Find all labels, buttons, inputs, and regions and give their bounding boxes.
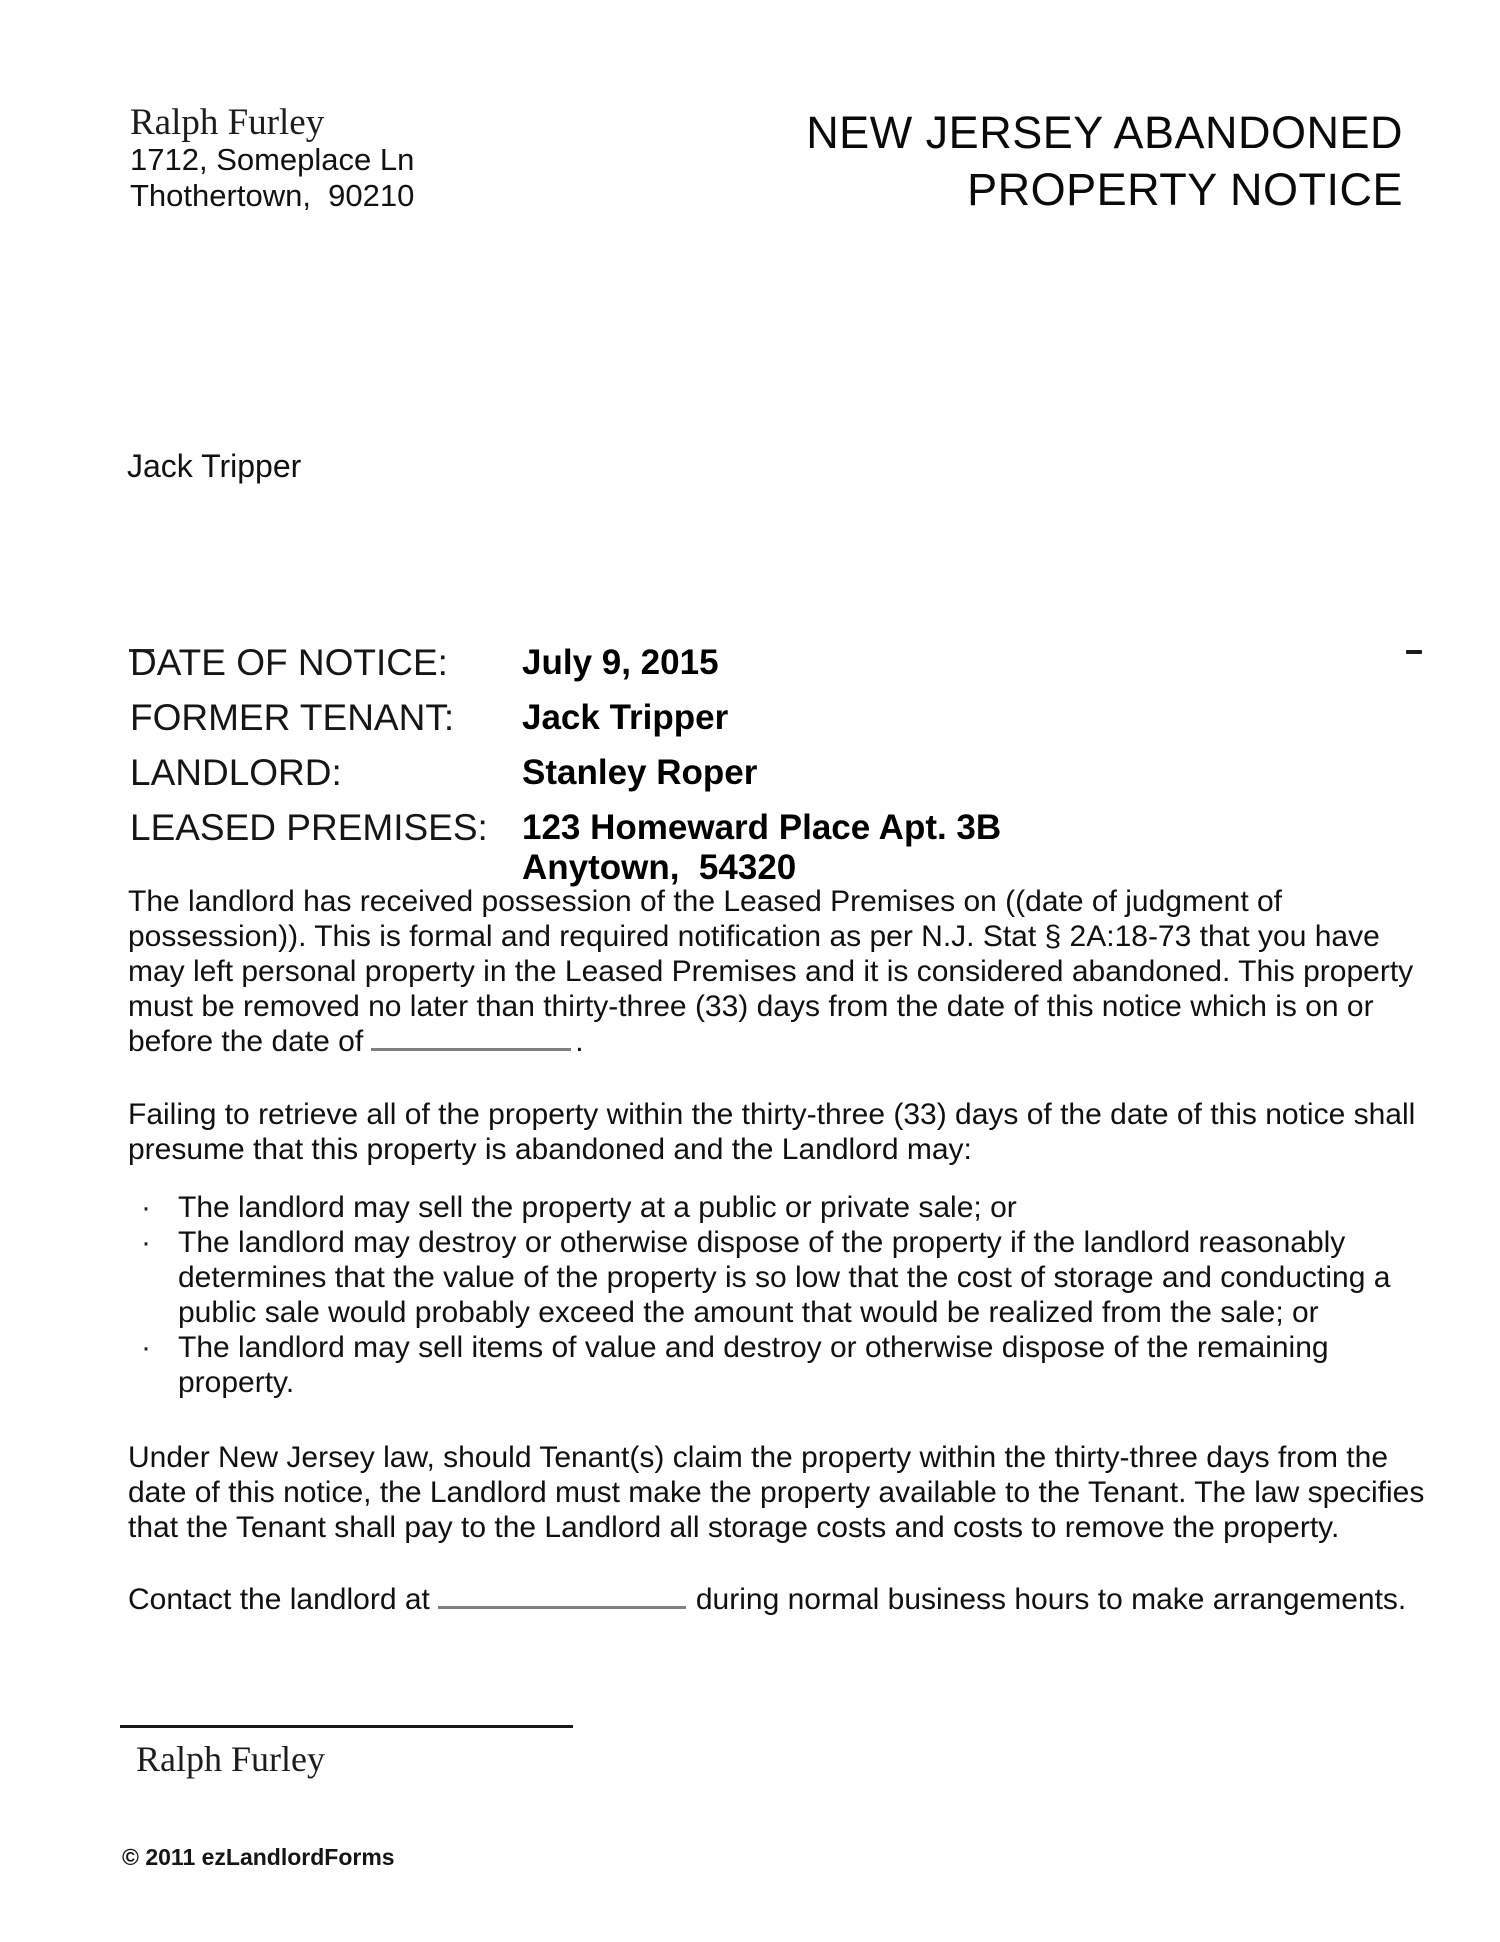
sender-address-block [130,104,414,214]
sentence-period: . [575,1025,584,1058]
paragraph-line: The landlord has received possession of the Leased Premises on ((date of judgment of [128,885,1283,918]
contact-suffix-text: during normal business hours to make arrangements. [695,1583,1407,1616]
copyright-notice: © 2011 ezLandlordForms [122,1844,395,1870]
contact-phone-blank [438,1606,686,1609]
paragraph-line: that the Tenant shall pay to the Landlord all storage costs and costs to remove the property. [128,1511,1340,1544]
detail-row-tenant [130,696,1001,740]
bullet-item-sell-and-destroy [128,1330,1390,1400]
bullet-line: The landlord may sell the property at a public or private sale; or [178,1191,1017,1224]
removal-date-blank [371,1048,571,1051]
date-of-notice-value: July 9, 2015 [522,643,719,682]
paragraph-line [128,1582,1406,1617]
bullet-item-destroy [128,1225,1390,1330]
leased-premises-value [522,806,1001,888]
landlord-options-list [128,1190,1390,1400]
bullet-line: The landlord may destroy or otherwise dispose of the property if the landlord reasonably [178,1226,1346,1259]
former-tenant-value: Jack Tripper [522,698,729,737]
body-paragraph-possession [128,884,1413,1059]
paragraph-line [128,1024,1413,1059]
paragraph-line: must be removed no later than thirty-three (33) days from the date of this notice which is on or [128,990,1374,1023]
leased-premises-label: LEASED PREMISES: [130,807,488,848]
date-of-notice-label: DATE OF NOTICE: [130,642,448,683]
bullet-line: public sale would probably exceed the amount that would be realized from the sale; or [178,1296,1319,1329]
recipient-name: Jack Tripper [127,448,302,484]
document-title-line2: PROPERTY NOTICE [967,164,1403,215]
document-title [806,104,1403,218]
bullet-text [178,1225,1390,1330]
former-tenant-label: FORMER TENANT: [130,697,455,738]
detail-row-date [130,641,1001,685]
stray-mark-dash [1406,650,1422,654]
document-title-line1: NEW JERSEY ABANDONED [806,107,1403,158]
leased-premises-address-line1: 123 Homeward Place Apt. 3B [522,808,1002,847]
contact-prefix-text: Contact the landlord at [128,1583,430,1616]
body-paragraph-failing [128,1097,1415,1167]
landlord-value: Stanley Roper [522,753,758,792]
bullet-line: property. [178,1366,295,1399]
bullet-dot-icon: · [141,1226,151,1259]
signature-name: Ralph Furley [136,1739,325,1779]
removal-deadline-text: before the date of [128,1025,364,1058]
bullet-line: The landlord may sell items of value and destroy or otherwise dispose of the remaining [178,1331,1329,1364]
detail-row-premises [130,806,1001,888]
sender-name: Ralph Furley [130,102,325,143]
body-paragraph-law [128,1440,1424,1545]
paragraph-line: possession)). This is formal and required notification as per N.J. Stat § 2A:18-73 that you have [128,920,1380,953]
notice-details [130,641,1001,899]
contact-instruction [128,1582,1406,1617]
bullet-dot-icon: · [141,1191,151,1224]
paragraph-line: Failing to retrieve all of the property within the thirty-three (33) days of the date of this notice shall [128,1098,1416,1131]
bullet-line: determines that the value of the property is so low that the cost of storage and conducting a [178,1261,1391,1294]
bullet-text [178,1190,1017,1225]
detail-row-landlord [130,751,1001,795]
signature-line [120,1725,573,1728]
landlord-label: LANDLORD: [130,752,342,793]
paragraph-line: date of this notice, the Landlord must make the property available to the Tenant. The law specifies [128,1476,1425,1509]
sender-address-line2: Thothertown, 90210 [130,178,415,213]
paragraph-line: presume that this property is abandoned and the Landlord may: [128,1133,972,1166]
bullet-text [178,1330,1329,1400]
leased-premises-address-line2: Anytown, 54320 [522,848,797,887]
paragraph-line: Under New Jersey law, should Tenant(s) claim the property within the thirty-three days from the [128,1441,1388,1474]
bullet-item-sell [128,1190,1390,1225]
bullet-dot-icon: · [141,1331,151,1364]
sender-address-line1: 1712, Someplace Ln [130,142,415,177]
paragraph-line: may left personal property in the Leased Premises and it is considered abandoned. This property [128,955,1414,988]
